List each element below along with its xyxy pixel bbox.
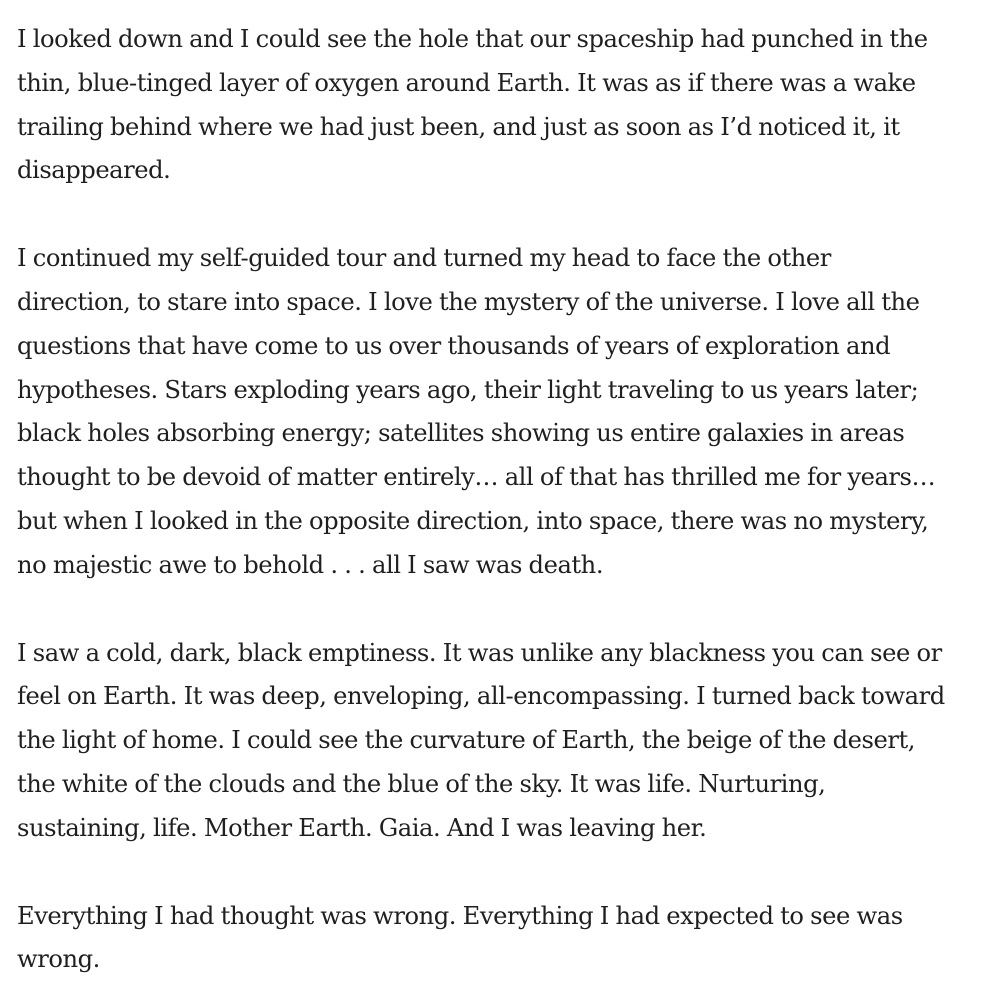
paragraph-2: I continued my self-guided tour and turned my head to face the other direction, to stare into space. I love the mystery of the universe. I love all the questions that have come to us over thousands of years of exploration and hypotheses. Stars exploding years ago, their light traveling to us years later; black holes absorbing energy; satellites showing us entire galaxies in areas thought to be devoid of matter entirely… all of that has thrilled me for years… but when I looked in the opposite direction, into space, there was no mystery, no majestic awe to behold . . . all I saw was death. (17, 244, 936, 579)
paragraph-3: I saw a cold, dark, black emptiness. It was unlike any blackness you can see or feel on Earth. It was deep, enveloping, all-encompassing. I turned back toward the light of home. I could see the curvature of Earth, the beige of the desert, the white of the clouds and the blue of the sky. It was life. Nurturing, sustaining, life. Mother Earth. Gaia. And I was leaving her. (17, 638, 945, 842)
paragraph-4: Everything I had thought was wrong. Everything I had expected to see was wrong. (17, 901, 903, 974)
paragraph-1: I looked down and I could see the hole that our spaceship had punched in the thin, blue-tinged layer of oxygen around Earth. It was as if there was a wake trailing behind where we had just been, and just as soon as I’d noticed it, it disappeared. (17, 25, 928, 185)
